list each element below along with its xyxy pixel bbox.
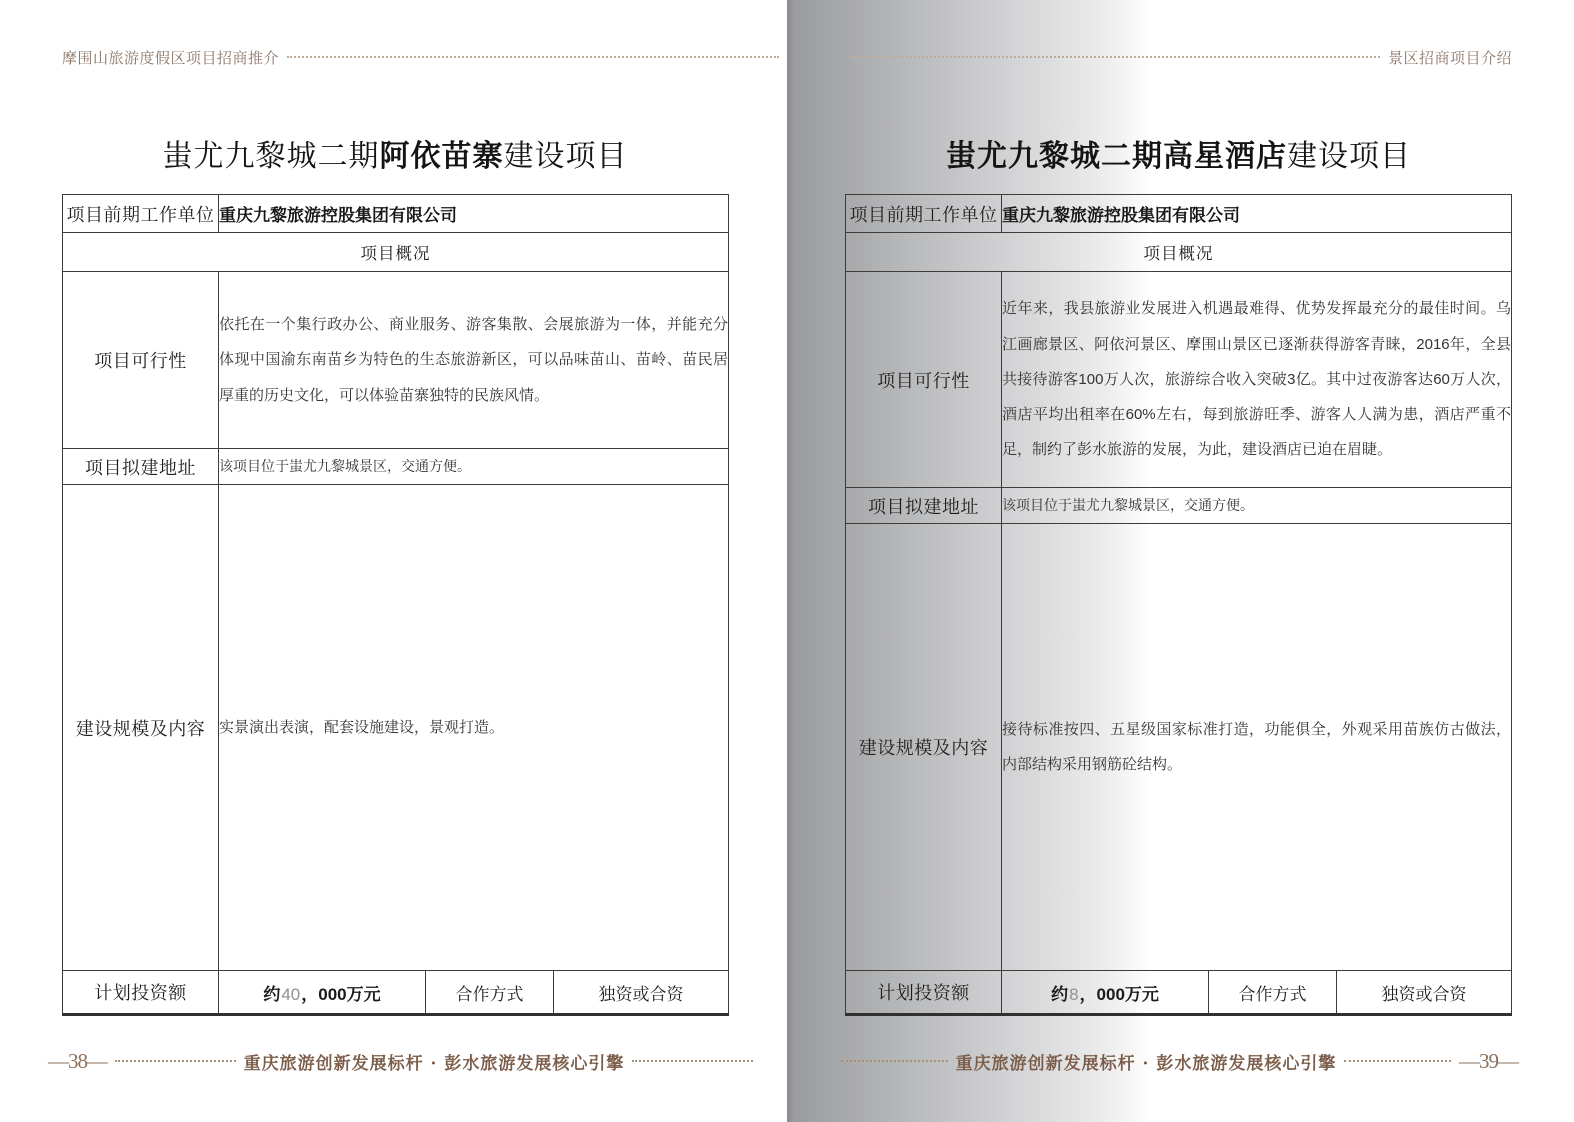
- page-title: [845, 136, 1512, 178]
- running-header-right: [843, 46, 1512, 68]
- project-table: [845, 194, 1512, 1016]
- address-text-cell: 该项目位于蚩尤九黎城景区，交通方便。: [1002, 488, 1512, 524]
- investment-label-cell: 计划投资额: [846, 971, 1002, 1015]
- table-row-scale: [846, 524, 1512, 971]
- table-row-address: [846, 488, 1512, 524]
- inv-amount: 40: [281, 984, 301, 1004]
- feasibility-label-cell: 项目可行性: [63, 272, 219, 449]
- page-footer-right: [833, 1048, 1518, 1074]
- inv-suffix: ，000万元: [301, 984, 381, 1004]
- dotted-rule: [851, 56, 1380, 58]
- investment-value-cell: [219, 971, 426, 1015]
- dotted-rule: [841, 1060, 948, 1062]
- inv-prefix: 约: [1051, 984, 1069, 1004]
- cooperation-label-cell: 合作方式: [426, 971, 554, 1015]
- page-number: —39—: [1459, 1048, 1519, 1073]
- scale-text-cell: 接待标准按四、五星级国家标准打造，功能俱全，外观采用苗族仿古做法，内部结构采用钢筋砼结构。: [1002, 524, 1512, 971]
- table-row-feasibility: [63, 272, 729, 449]
- title-post: 建设项目: [1287, 140, 1411, 173]
- table-row-scale: [63, 485, 729, 971]
- scale-label-cell: 建设规模及内容: [63, 485, 219, 971]
- footer-slogan: 重庆旅游创新发展标杆 · 彭水旅游发展核心引擎: [955, 1053, 1337, 1074]
- investment-value-cell: [1002, 971, 1209, 1015]
- scale-text-cell: 实景演出表演，配套设施建设，景观打造。: [219, 485, 729, 971]
- overview-header-cell: 项目概况: [63, 233, 729, 272]
- title-bold: 阿依苗寨: [379, 140, 504, 173]
- table-row-investment: [846, 971, 1512, 1015]
- cooperation-label-cell: 合作方式: [1209, 971, 1337, 1015]
- project-table: [62, 194, 729, 1016]
- unit-label-cell: 项目前期工作单位: [846, 195, 1002, 233]
- footer-slogan: 重庆旅游创新发展标杆 · 彭水旅游发展核心引擎: [243, 1053, 625, 1074]
- table-row-investment: [63, 971, 729, 1015]
- unit-value-cell: 重庆九黎旅游控股集团有限公司: [219, 195, 729, 233]
- dotted-rule: [1344, 1060, 1451, 1062]
- inv-amount: 8: [1069, 984, 1079, 1004]
- overview-header-cell: 项目概况: [846, 233, 1512, 272]
- page-right: [787, 0, 1574, 1122]
- table-row-unit: [63, 195, 729, 233]
- table-row-overview: [63, 233, 729, 272]
- feasibility-text-cell: 依托在一个集行政办公、商业服务、游客集散、会展旅游为一体，并能充分体现中国渝东南苗乡为特色的生态旅游新区，可以品味苗山、苗岭、苗民居厚重的历史文化，可以体验苗寨独特的民族风情。: [219, 272, 729, 449]
- feasibility-label-cell: 项目可行性: [846, 272, 1002, 488]
- cooperation-value-cell: 独资或合资: [1337, 971, 1512, 1015]
- running-header-text: 摩围山旅游度假区项目招商推介: [62, 49, 280, 67]
- table-row-address: [63, 449, 729, 485]
- unit-value-cell: 重庆九黎旅游控股集团有限公司: [1002, 195, 1512, 233]
- title-post: 建设项目: [503, 140, 628, 173]
- dotted-rule: [632, 1060, 753, 1062]
- unit-label-cell: 项目前期工作单位: [63, 195, 219, 233]
- running-header-left: [62, 46, 787, 68]
- investment-label-cell: 计划投资额: [63, 971, 219, 1015]
- page-footer-left: [48, 1048, 761, 1074]
- address-text-cell: 该项目位于蚩尤九黎城景区，交通方便。: [219, 449, 729, 485]
- dotted-rule: [115, 1060, 236, 1062]
- page-number: —38—: [48, 1048, 107, 1073]
- cooperation-value-cell: 独资或合资: [554, 971, 729, 1015]
- address-label-cell: 项目拟建地址: [846, 488, 1002, 524]
- inv-prefix: 约: [263, 984, 281, 1004]
- inv-suffix: ，000万元: [1079, 984, 1159, 1004]
- table-row-overview: [846, 233, 1512, 272]
- title-bold: 蚩尤九黎城二期高星酒店: [946, 140, 1287, 173]
- table-row-unit: [846, 195, 1512, 233]
- running-header-text: 景区招商项目介绍: [1387, 49, 1512, 67]
- page-title: [62, 136, 728, 178]
- feasibility-text-cell: 近年来，我县旅游业发展进入机遇最难得、优势发挥最充分的最佳时间。乌江画廊景区、阿依河景区、摩围山景区已逐渐获得游客青睐，2016年，全县共接待游客100万人次，旅游综合收入突破3亿。其中过夜游客达60万人次，酒店平均出租率在60%左右，每到旅游旺季、游客人人满为患，酒店严重不足，制约了彭水旅游的发展，为此，建设酒店已迫在眉睫。: [1002, 272, 1512, 488]
- dotted-rule: [287, 56, 779, 58]
- address-label-cell: 项目拟建地址: [63, 449, 219, 485]
- table-row-feasibility: [846, 272, 1512, 488]
- title-pre: 蚩尤九黎城二期: [162, 140, 380, 173]
- scale-label-cell: 建设规模及内容: [846, 524, 1002, 971]
